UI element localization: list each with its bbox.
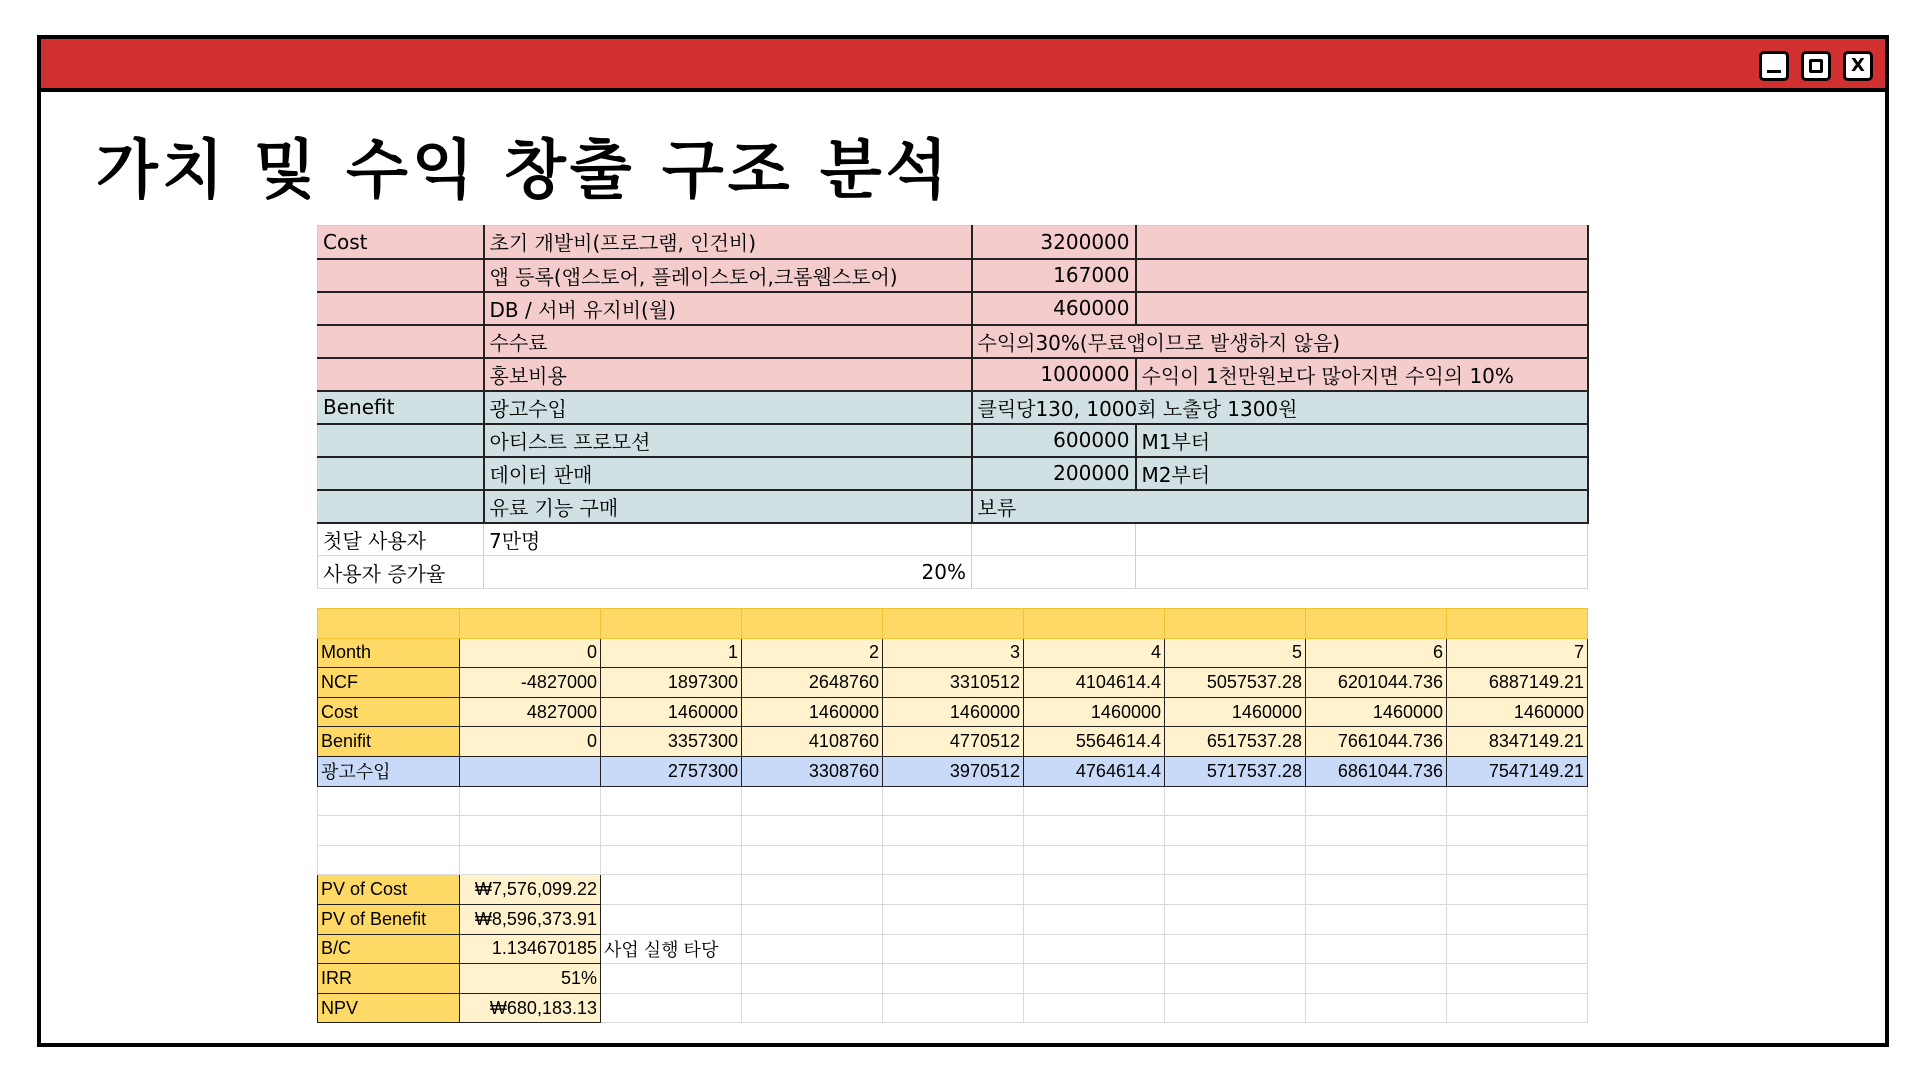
minimize-button[interactable] [1759,51,1789,81]
metric-note [601,875,742,905]
category-label [318,292,484,325]
metric-row [318,904,1588,934]
title-bar [41,39,1885,92]
empty-cell [1024,845,1165,875]
empty-cell [742,875,883,905]
empty-cell [1447,964,1588,994]
item-name: 수수료 [484,325,972,358]
item-name: 홍보비용 [484,358,972,391]
empty-cell [883,875,1024,905]
empty-cell [1024,934,1165,964]
item-name: DB / 서버 유지비(월) [484,292,972,325]
item-value: 보류 [972,490,1588,523]
category-label [318,259,484,292]
empty-cell [742,904,883,934]
empty-cell [1306,934,1447,964]
empty-cell [1024,816,1165,846]
empty-cell [883,964,1024,994]
cash-flow-value: 4104614.4 [1024,668,1165,698]
cash-flow-value: 5564614.4 [1024,727,1165,757]
empty-cell [318,816,460,846]
empty-cell [742,964,883,994]
metric-note: 사업 실행 타당 [601,934,742,964]
category-label: Benefit [318,391,484,424]
cost-benefit-row [318,424,1588,457]
empty-cell [1165,934,1306,964]
cost-benefit-row [318,358,1588,391]
category-label [318,358,484,391]
cash-flow-value: 0 [460,727,601,757]
cash-flow-value: 1460000 [601,697,742,727]
maximize-icon [1809,59,1823,73]
cost-benefit-row [318,292,1588,325]
month-label: Month [318,638,460,668]
cash-flow-value: 1460000 [1165,697,1306,727]
user-growth-label: 사용자 증가율 [318,556,484,589]
empty-cell [1024,904,1165,934]
cash-flow-value: -4827000 [460,668,601,698]
item-name: 광고수입 [484,391,972,424]
empty-cell [1306,786,1447,816]
header-band-row [318,609,1588,639]
cash-flow-value: 4827000 [460,697,601,727]
empty-cell [601,845,742,875]
empty-cell [460,816,601,846]
metric-label: B/C [318,934,460,964]
cash-flow-value: 6887149.21 [1447,668,1588,698]
cost-benefit-row [318,391,1588,424]
empty-cell [1024,964,1165,994]
empty-cell [883,816,1024,846]
item-note: 수익이 1천만원보다 많아지면 수익의 10% [1136,358,1588,391]
empty-cell [1024,875,1165,905]
cash-flow-value: 3310512 [883,668,1024,698]
cash-flow-table [317,608,1588,1023]
metric-value: 51% [460,964,601,994]
empty-cell [1447,875,1588,905]
empty-cell [972,556,1136,589]
item-value: 3200000 [972,226,1136,259]
empty-cell [601,786,742,816]
metric-label: IRR [318,964,460,994]
cash-flow-value: 1460000 [742,697,883,727]
metric-note [601,904,742,934]
cash-flow-value: 1460000 [1306,697,1447,727]
row-label: NCF [318,668,460,698]
item-name: 유료 기능 구매 [484,490,972,523]
empty-cell [883,609,1024,639]
month-number: 6 [1306,638,1447,668]
metric-row [318,875,1588,905]
maximize-button[interactable] [1801,51,1831,81]
empty-cell [1165,904,1306,934]
cash-flow-value: 5717537.28 [1165,756,1306,786]
cost-benefit-row [318,226,1588,259]
empty-cell [318,609,460,639]
empty-cell [1306,964,1447,994]
cash-flow-value [460,756,601,786]
cash-flow-row [318,668,1588,698]
cost-benefit-row [318,325,1588,358]
empty-cell [883,786,1024,816]
first-month-users-value: 7만명 [484,523,972,556]
metric-row [318,964,1588,994]
empty-row [318,845,1588,875]
cash-flow-value: 2757300 [601,756,742,786]
cash-flow-value: 1897300 [601,668,742,698]
empty-cell [742,786,883,816]
cash-flow-value: 7661044.736 [1306,727,1447,757]
cost-benefit-table [317,225,1589,589]
empty-cell [1306,993,1447,1023]
empty-cell [460,609,601,639]
cash-flow-value: 3970512 [883,756,1024,786]
empty-cell [883,904,1024,934]
cash-flow-value: 3308760 [742,756,883,786]
item-name: 초기 개발비(프로그램, 인건비) [484,226,972,259]
item-value: 600000 [972,424,1136,457]
category-label [318,490,484,523]
month-row [318,638,1588,668]
empty-cell [601,609,742,639]
empty-cell [1306,875,1447,905]
cash-flow-value: 3357300 [601,727,742,757]
item-value: 200000 [972,457,1136,490]
empty-cell [318,845,460,875]
close-button[interactable] [1843,51,1873,81]
month-number: 0 [460,638,601,668]
month-number: 5 [1165,638,1306,668]
empty-cell [1447,993,1588,1023]
first-month-users-row [318,523,1588,556]
cash-flow-value: 2648760 [742,668,883,698]
empty-cell [1306,904,1447,934]
empty-row [318,786,1588,816]
cash-flow-row [318,727,1588,757]
item-note: M1부터 [1136,424,1588,457]
user-growth-row [318,556,1588,589]
item-note [1136,292,1588,325]
cost-benefit-row [318,259,1588,292]
category-label [318,457,484,490]
item-note: M2부터 [1136,457,1588,490]
empty-cell [1447,904,1588,934]
empty-cell [1136,556,1588,589]
empty-cell [742,934,883,964]
empty-cell [1447,845,1588,875]
month-number: 7 [1447,638,1588,668]
empty-cell [1306,609,1447,639]
metric-row [318,993,1588,1023]
cash-flow-value: 4108760 [742,727,883,757]
empty-cell [972,523,1136,556]
cash-flow-row [318,756,1588,786]
category-label [318,424,484,457]
cash-flow-value: 4764614.4 [1024,756,1165,786]
user-growth-value: 20% [484,556,972,589]
close-icon: X [1851,55,1865,76]
item-note [1136,226,1588,259]
cash-flow-value: 1460000 [883,697,1024,727]
item-name: 앱 등록(앱스토어, 플레이스토어,크롬웹스토어) [484,259,972,292]
metric-row [318,934,1588,964]
empty-cell [1136,523,1588,556]
empty-cell [1165,845,1306,875]
empty-cell [1306,816,1447,846]
cash-flow-value: 5057537.28 [1165,668,1306,698]
cost-benefit-row [318,490,1588,523]
item-value: 460000 [972,292,1136,325]
metric-value: ₩8,596,373.91 [460,904,601,934]
cash-flow-value: 6201044.736 [1306,668,1447,698]
page-title: 가치 및 수익 창출 구조 분석 [96,134,952,208]
cash-flow-value: 7547149.21 [1447,756,1588,786]
empty-cell [1447,934,1588,964]
first-month-users-label: 첫달 사용자 [318,523,484,556]
empty-cell [1165,875,1306,905]
cost-benefit-body [318,226,1588,589]
metric-value: ₩7,576,099.22 [460,875,601,905]
empty-cell [1024,993,1165,1023]
item-value: 1000000 [972,358,1136,391]
item-value: 167000 [972,259,1136,292]
empty-cell [1165,786,1306,816]
item-value: 수익의30%(무료앱이므로 발생하지 않음) [972,325,1588,358]
empty-cell [1165,609,1306,639]
metric-value: ₩680,183.13 [460,993,601,1023]
empty-cell [883,993,1024,1023]
metric-label: PV of Cost [318,875,460,905]
empty-cell [460,845,601,875]
metric-value: 1.134670185 [460,934,601,964]
empty-cell [742,816,883,846]
empty-cell [1024,609,1165,639]
empty-cell [1165,816,1306,846]
cash-flow-body [318,609,1588,1023]
empty-cell [742,609,883,639]
empty-cell [883,934,1024,964]
empty-cell [1024,786,1165,816]
empty-cell [742,845,883,875]
cost-benefit-row [318,457,1588,490]
metric-note [601,964,742,994]
category-label: Cost [318,226,484,259]
row-label: Cost [318,697,460,727]
cash-flow-row [318,697,1588,727]
category-label [318,325,484,358]
empty-cell [1165,964,1306,994]
month-number: 2 [742,638,883,668]
month-number: 3 [883,638,1024,668]
item-note [1136,259,1588,292]
empty-cell [1447,609,1588,639]
month-number: 1 [601,638,742,668]
metric-label: NPV [318,993,460,1023]
cash-flow-value: 4770512 [883,727,1024,757]
metric-label: PV of Benefit [318,904,460,934]
empty-cell [1447,786,1588,816]
metric-note [601,993,742,1023]
empty-cell [1447,816,1588,846]
cash-flow-value: 6861044.736 [1306,756,1447,786]
month-number: 4 [1024,638,1165,668]
empty-cell [601,816,742,846]
cash-flow-value: 6517537.28 [1165,727,1306,757]
cash-flow-value: 1460000 [1447,697,1588,727]
item-name: 아티스트 프로모션 [484,424,972,457]
empty-cell [460,786,601,816]
minimize-icon [1767,70,1781,73]
empty-cell [883,845,1024,875]
row-label: 광고수입 [318,756,460,786]
empty-cell [1306,845,1447,875]
item-value: 클릭당130, 1000회 노출당 1300원 [972,391,1588,424]
cash-flow-value: 8347149.21 [1447,727,1588,757]
empty-cell [742,993,883,1023]
cash-flow-value: 1460000 [1024,697,1165,727]
empty-row [318,816,1588,846]
item-name: 데이터 판매 [484,457,972,490]
empty-cell [1165,993,1306,1023]
empty-cell [318,786,460,816]
row-label: Benifit [318,727,460,757]
